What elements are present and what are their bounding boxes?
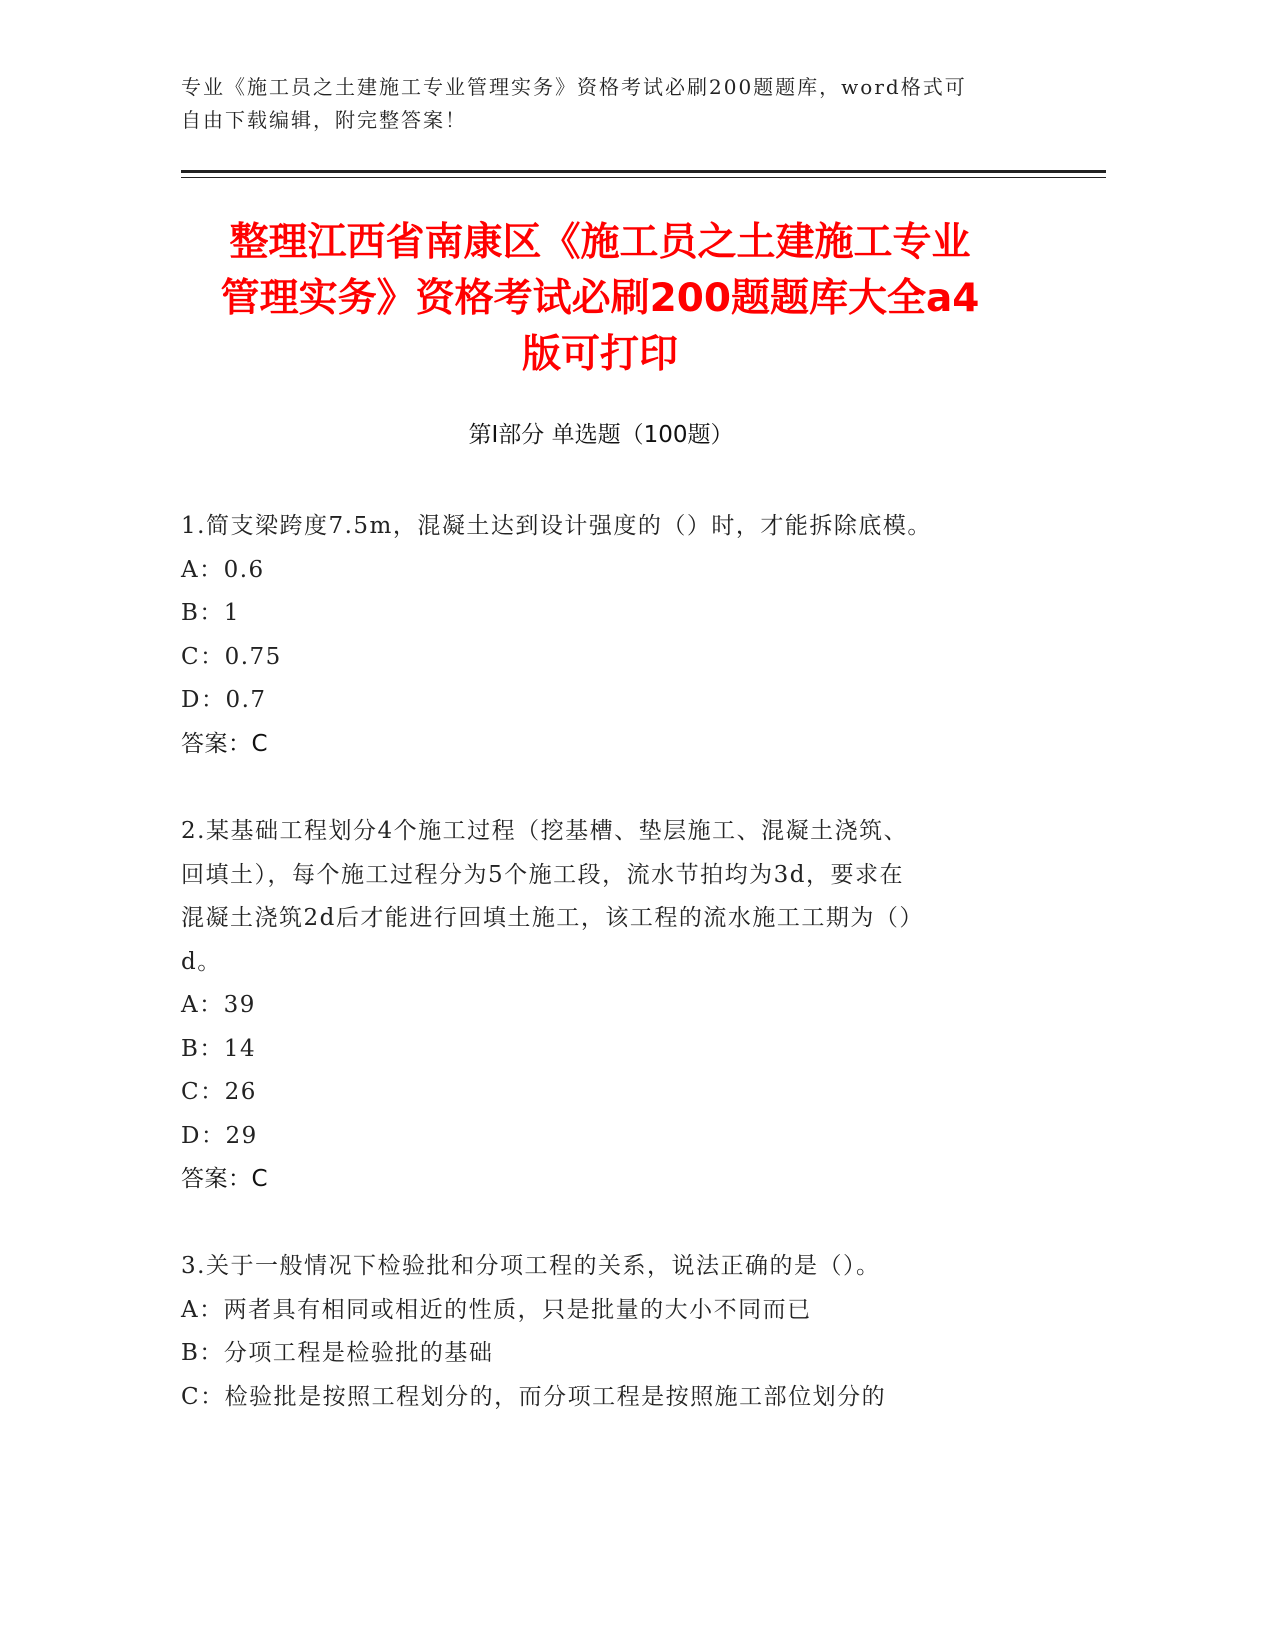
header-rule-thick <box>181 170 1106 173</box>
option-d: D：0.7 <box>181 687 267 713</box>
question-stem: 3.关于一般情况下检验批和分项工程的关系，说法正确的是（）。 <box>181 1253 881 1279</box>
document-title-line-3: 版可打印 <box>521 332 678 377</box>
question-stem-line-3: 混凝土浇筑2d后才能进行回填土施工，该工程的流水施工工期为（） <box>181 905 924 931</box>
document-title-line-2: 管理实务》资格考试必刷200题题库大全a4 <box>220 276 980 321</box>
header-note-line-2: 自由下载编辑，附完整答案！ <box>181 108 467 132</box>
question-2 <box>181 810 1031 1202</box>
option-a: A：39 <box>181 992 256 1018</box>
option-a: A：两者具有相同或相近的性质，只是批量的大小不同而已 <box>181 1296 812 1323</box>
header-rule-thin <box>181 177 1106 178</box>
question-3 <box>181 1245 1031 1419</box>
option-c: C：检验批是按照工程划分的，而分项工程是按照施工部位划分的 <box>181 1383 887 1410</box>
question-stem: 1.简支梁跨度7.5m，混凝土达到设计强度的（）时，才能拆除底模。 <box>181 513 932 539</box>
header-note <box>181 71 1031 137</box>
question-1 <box>181 505 1031 766</box>
question-stem-line-1: 2.某基础工程划分4个施工过程（挖基槽、垫层施工、混凝土浇筑、 <box>181 818 909 844</box>
header-note-line-1: 专业《施工员之土建施工专业管理实务》资格考试必刷200题题库，word格式可 <box>181 75 967 99</box>
option-c: C：26 <box>181 1079 257 1105</box>
answer: 答案：C <box>181 730 269 757</box>
document-title-line-1: 整理江西省南康区《施工员之土建施工专业 <box>229 220 971 265</box>
option-b: B：14 <box>181 1035 257 1062</box>
option-a: A：0.6 <box>181 556 265 583</box>
question-stem-line-2: 回填土），每个施工过程分为5个施工段，流水节拍均为3d，要求在 <box>181 861 904 888</box>
option-b: B：1 <box>181 600 241 626</box>
section-title: 第Ⅰ部分 单选题（100题） <box>468 422 734 448</box>
document-title <box>160 215 1040 383</box>
question-stem-line-4: d。 <box>181 948 222 975</box>
option-b: B：分项工程是检验批的基础 <box>181 1340 494 1366</box>
option-c: C：0.75 <box>181 643 282 670</box>
option-d: D：29 <box>181 1122 258 1149</box>
answer: 答案：C <box>181 1166 269 1192</box>
